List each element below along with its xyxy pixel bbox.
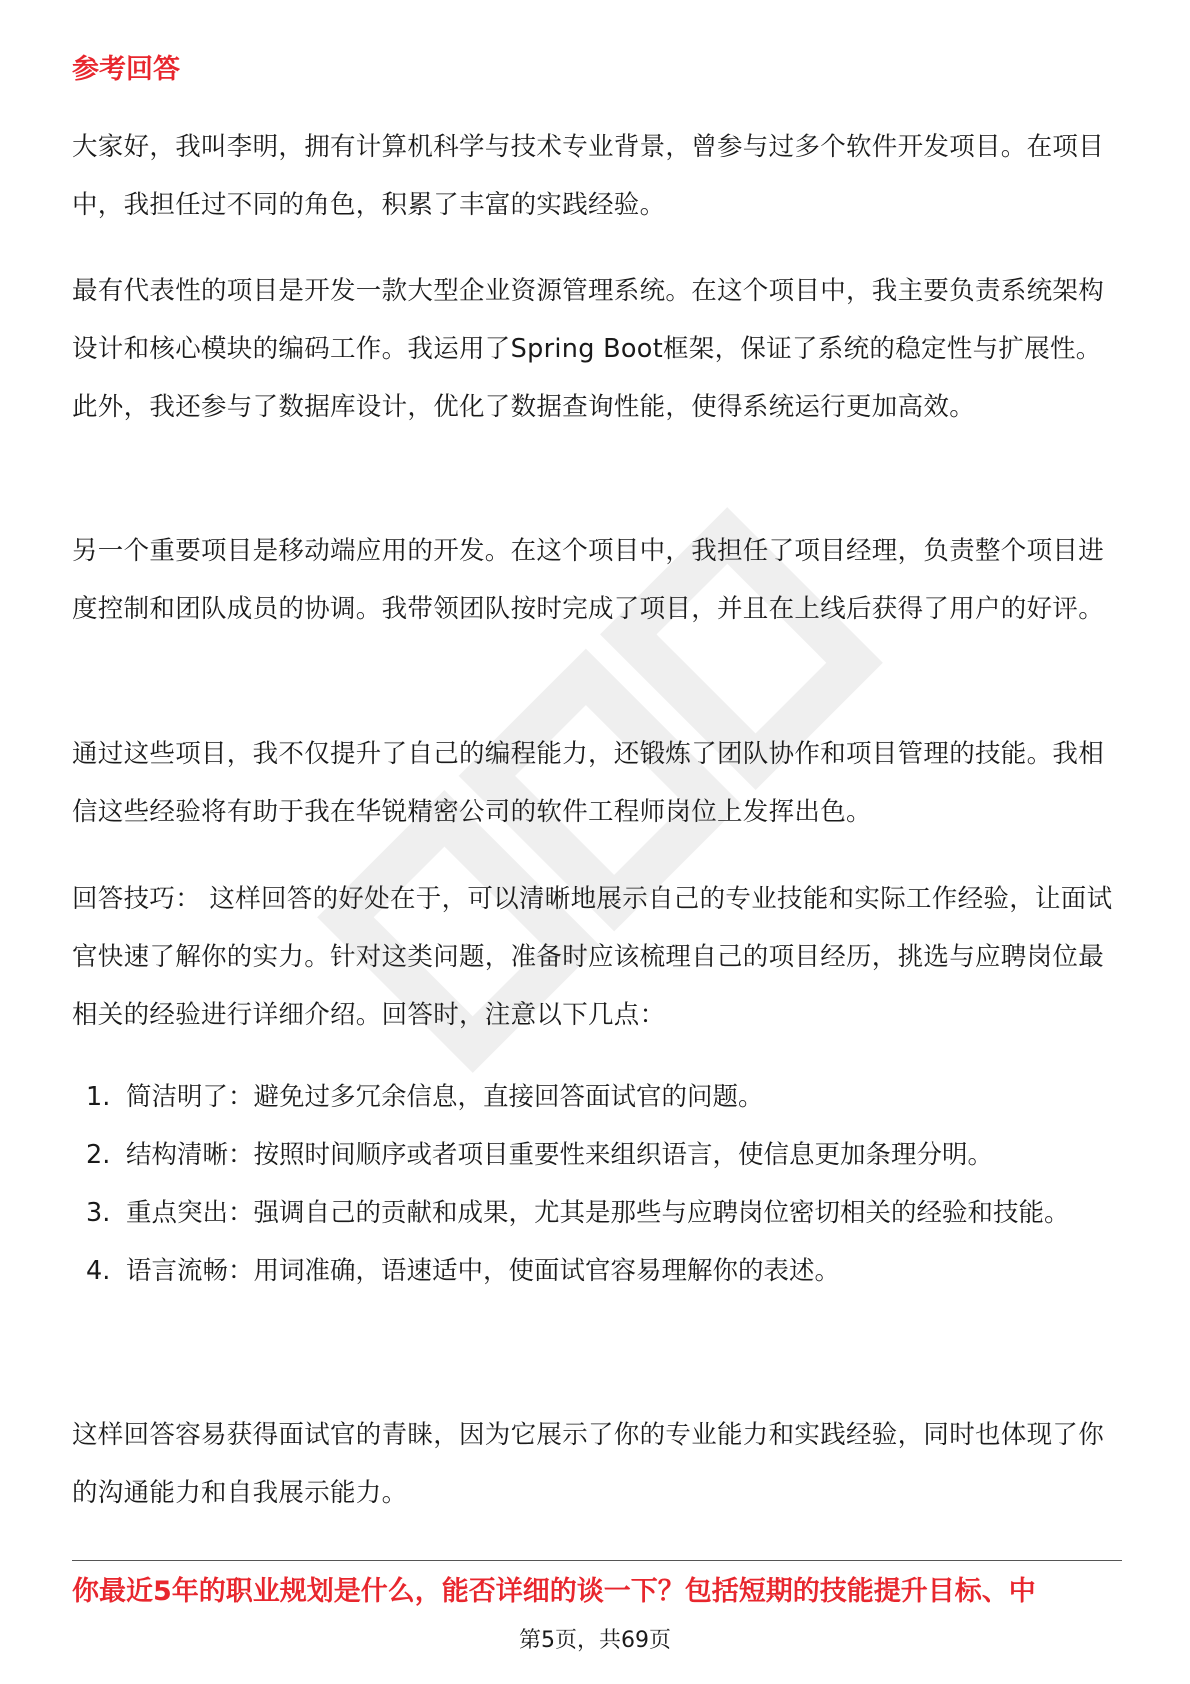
- paragraph-tips-intro: 回答技巧： 这样回答的好处在于，可以清晰地展示自己的专业技能和实际工作经验，让面试官快速了解你的实力。针对这类问题，准备时应该梳理自己的项目经历，挑选与应聘岗位最相关的经验进行详细介绍。回答时，注意以下几点：: [72, 884, 1113, 1030]
- divider: [72, 1560, 1122, 1561]
- list-number: 1.: [86, 1082, 111, 1112]
- paragraph-summary: 通过这些项目，我不仅提升了自己的编程能力，还锻炼了团队协作和项目管理的技能。我相信这些经验将有助于我在华锐精密公司的软件工程师岗位上发挥出色。: [72, 739, 1105, 827]
- list-text: 结构清晰：按照时间顺序或者项目重要性来组织语言，使信息更加条理分明。: [126, 1140, 994, 1170]
- list-number: 4.: [86, 1256, 111, 1286]
- paragraph-intro: 大家好，我叫李明，拥有计算机科学与技术专业背景，曾参与过多个软件开发项目。在项目中，我担任过不同的角色，积累了丰富的实践经验。: [72, 132, 1105, 220]
- list-text: 简洁明了：避免过多冗余信息，直接回答面试官的问题。: [126, 1082, 764, 1112]
- list-number: 2.: [86, 1140, 111, 1170]
- list-text: 重点突出：强调自己的贡献和成果，尤其是那些与应聘岗位密切相关的经验和技能。: [126, 1198, 1070, 1228]
- list-item: [72, 1126, 1122, 1184]
- paragraph-closing: 这样回答容易获得面试官的青睐，因为它展示了你的专业能力和实践经验，同时也体现了你的沟通能力和自我展示能力。: [72, 1420, 1105, 1508]
- page-footer: 第5页，共69页: [519, 1628, 671, 1653]
- list-text: 语言流畅：用词准确，语速适中，使面试官容易理解你的表述。: [126, 1256, 841, 1286]
- paragraph-project-1: 最有代表性的项目是开发一款大型企业资源管理系统。在这个项目中，我主要负责系统架构设计和核心模块的编码工作。我运用了Spring Boot框架，保证了系统的稳定性与扩展性。此外，我还参与了数据库设计，优化了数据查询性能，使得系统运行更加高效。: [72, 276, 1105, 422]
- list-item: [72, 1242, 1122, 1300]
- next-question-heading: 你最近5年的职业规划是什么，能否详细的谈一下？包括短期的技能提升目标、中: [72, 1576, 1036, 1607]
- list-item: [72, 1184, 1122, 1242]
- tips-list: [72, 1068, 1122, 1300]
- list-number: 3.: [86, 1198, 111, 1228]
- section-heading: 参考回答: [72, 54, 180, 85]
- list-item: [72, 1068, 1122, 1126]
- paragraph-project-2: 另一个重要项目是移动端应用的开发。在这个项目中，我担任了项目经理，负责整个项目进度控制和团队成员的协调。我带领团队按时完成了项目，并且在上线后获得了用户的好评。: [72, 536, 1105, 624]
